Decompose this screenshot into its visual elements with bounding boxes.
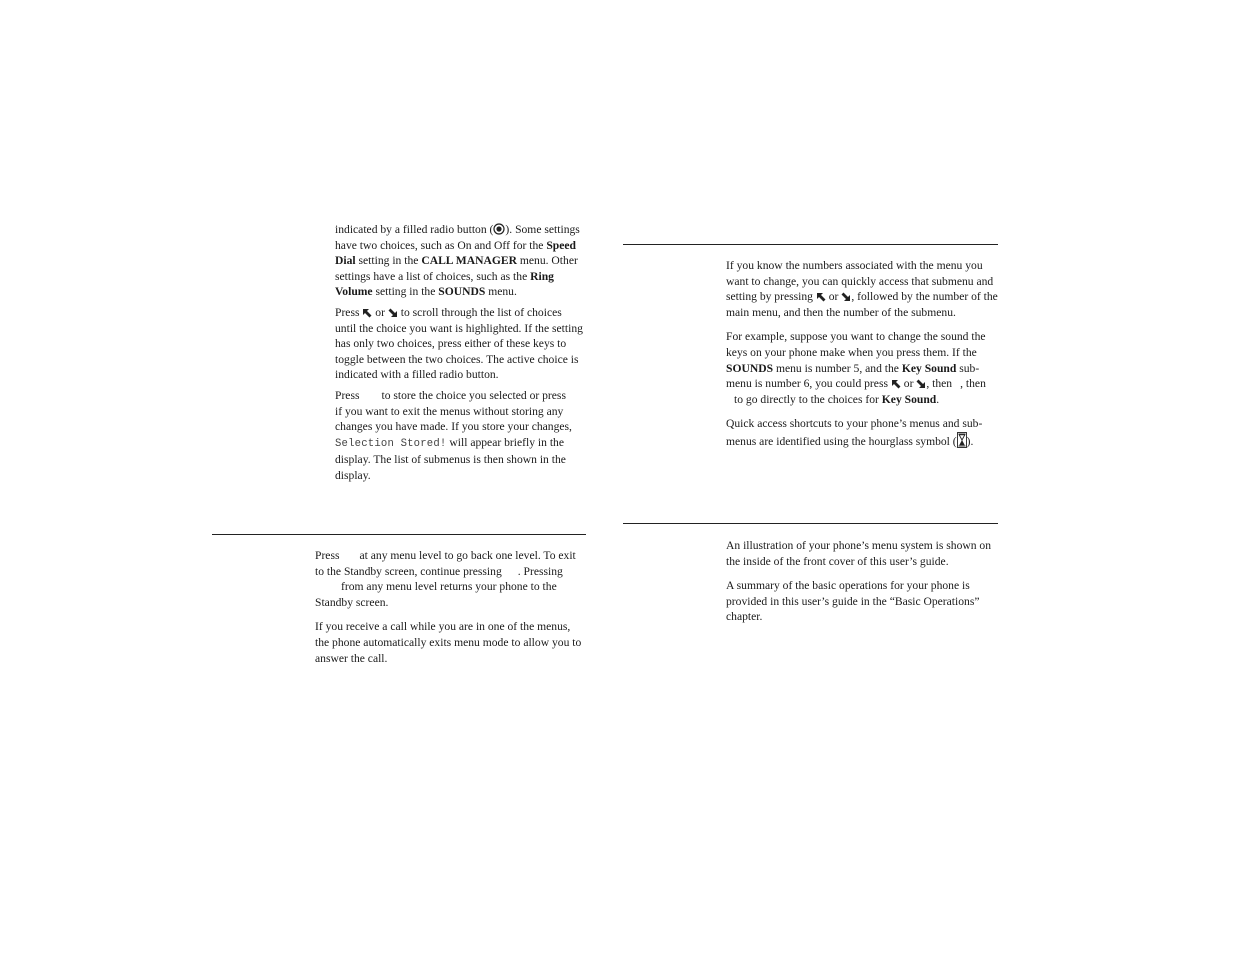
paragraph-menu-illustration: An illustration of your phone’s menu system is shown on the inside of the front cover of this user’s guide.: [726, 539, 992, 568]
arrow-down-right-icon: [388, 308, 398, 318]
filled-radio-button-icon: [493, 223, 505, 235]
paragraph-hourglass: Quick access shortcuts to your phone’s menus and submenus are identified using the hourglass symbol ( ).: [726, 417, 983, 448]
ring-volume-term: Ring Volume: [335, 269, 554, 299]
paragraph-store-choice: Press to store the choice you selected or press if you want to exit the menus without storing any changes you have made. If you store your changes, Selection Stored! will appear briefly in the display. The list of submenus is then shown in the display.: [335, 388, 572, 482]
call-manager-term: CALL MANAGER: [421, 254, 517, 268]
left-bottom-section: [315, 548, 583, 666]
selection-stored-display-text: Selection Stored!: [335, 437, 447, 450]
arrow-up-left-icon: [362, 308, 372, 318]
paragraph-scroll-choices: Press or to scroll through the list of choices until the choice you want is highlighted. If the setting has only two choices, press either of these keys to toggle between the two choices. The active choice is indicated with a filled radio button.: [335, 305, 583, 382]
paragraph-example: For example, suppose you want to change the sound the keys on your phone make when you press them. If the SOUNDS menu is number 5, and the Key Sound submenu is number 6, you could press or , then , then to go directly to the choices for Key Sound.: [726, 330, 986, 406]
key-sound-term: Key Sound: [881, 392, 937, 406]
speed-dial-term: Speed Dial: [335, 238, 576, 268]
arrow-down-right-icon: [916, 379, 926, 389]
hourglass-icon: [957, 432, 967, 448]
sounds-menu-term: SOUNDS: [438, 285, 486, 299]
sounds-menu-term: SOUNDS: [726, 361, 774, 375]
paragraph-go-back: Press at any menu level to go back one level. To exit to the Standby screen, continue pressing . Pressing from any menu level returns your phone to the Standby screen.: [315, 549, 576, 609]
right-bottom-section: [726, 538, 998, 625]
paragraph-radio-buttons: indicated by a filled radio button ( ). Some settings have two choices, such as On and Off for the Speed Dial setting in the CALL MANAGER menu. Other settings have a list of choices, such as the Ring Volume setting in the SOUNDS menu.: [335, 223, 580, 299]
paragraph-basic-operations: A summary of the basic operations for your phone is provided in this user’s guide in the “Basic Operations” chapter.: [726, 579, 980, 624]
paragraph-incoming-call: If you receive a call while you are in one of the menus, the phone automatically exits menu mode to allow you to answer the call.: [315, 620, 582, 665]
arrow-up-left-icon: [816, 292, 826, 302]
paragraph-quick-access: If you know the numbers associated with the menu you want to change, you can quickly access that submenu and setting by pressing or , followed by the number of the main menu, and then the number of the submenu.: [726, 259, 998, 319]
left-top-section: [335, 222, 585, 484]
right-top-section: [726, 258, 998, 450]
key-sound-term: Key Sound: [901, 361, 957, 375]
section-rule-right-top: [623, 244, 998, 245]
section-rule-left: [212, 534, 586, 535]
arrow-down-right-icon: [841, 292, 851, 302]
section-rule-right-bottom: [623, 523, 998, 524]
arrow-up-left-icon: [891, 379, 901, 389]
